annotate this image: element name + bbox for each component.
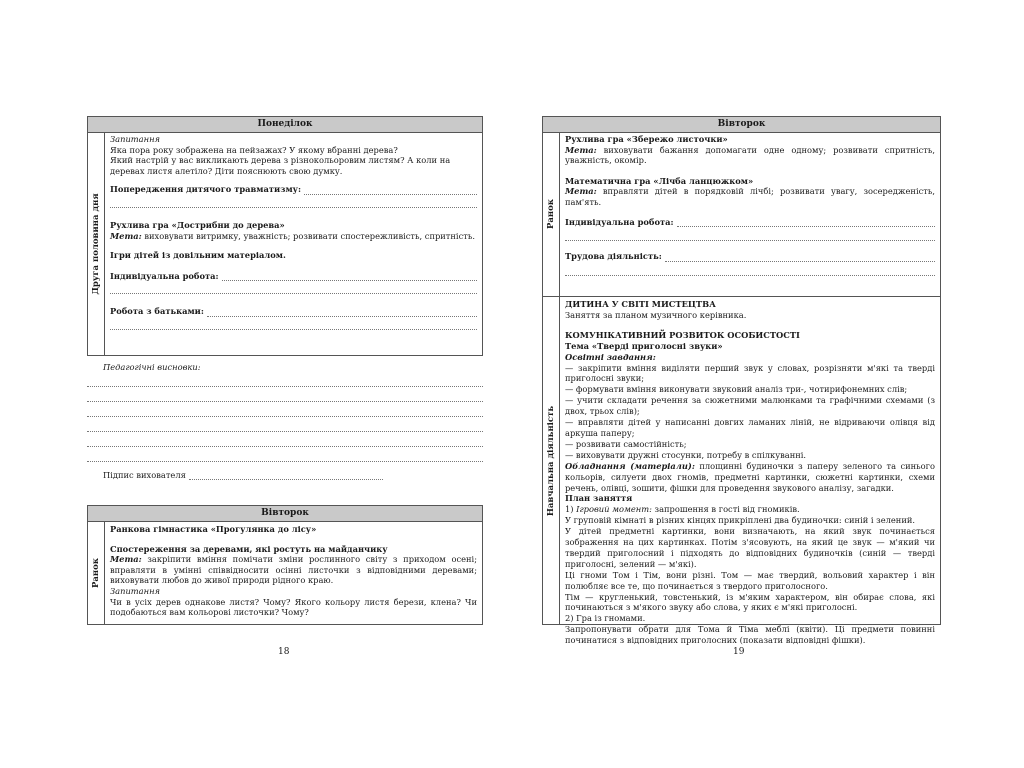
- conclusions-block: [87, 362, 483, 480]
- paragraph: Ці гноми Том і Тім, вони різні. Том — має твердий, вольовий характер і він полюбляє все те, що починається з твердого приголосного.: [565, 569, 935, 591]
- topic: Тема «Тверді приголосні звуки»: [565, 340, 723, 351]
- task-item: — вправляти дітей у написанні довгих ламаних ліній, не відриваючи олівця від аркуша паперу;: [565, 417, 935, 438]
- blank-line: [565, 227, 935, 241]
- observation-title: Спостереження за деревами, які ростуть на майданчику: [110, 543, 388, 554]
- game1-goal: Мета: виховувати бажання допомагати одне одному; розвивати спритність, уважність, окомір.: [565, 144, 935, 166]
- step1: 1) Ігровий момент: запрошення в гості від гномиків.: [565, 504, 800, 515]
- game-goal: Мета: виховувати витримку, уважність; розвивати спостережливість, спритність.: [110, 230, 475, 241]
- monday-header: Понеділок: [88, 117, 482, 133]
- task-item: — розвивати самостійність;: [565, 438, 687, 449]
- task-item: — учити складати речення за сюжетними малюнками та графічними схемами (з двох, трьох слів);: [565, 395, 935, 417]
- observation-goal: Мета: закріпити вміння помічати зміни рослинного світу з приходом осені; вправляти в умінні співвідносити осінні листочки з відповідними деревами; виховувати любов до живої природи рідного краю.: [110, 554, 477, 586]
- blank-line: [110, 281, 477, 294]
- conclusions-label: Педагогічні висновки:: [103, 362, 201, 372]
- task-item: — формувати вміння виконувати звуковий аналіз три-, чотирифонемних слів;: [565, 384, 908, 395]
- monday-side-label: Друга половина дня: [88, 132, 105, 355]
- plan-title: План заняття: [565, 493, 633, 504]
- paragraph: У дітей предметні картинки, вони визначають, на який звук починається зображення на цих картинках. Потім з'ясовують, на який це звук — м'який чи твердий приголосний і підходять до відповідних будиночків (синій — тверді приголосні, зелений — м'які).: [565, 526, 935, 569]
- blank-line: [87, 387, 483, 402]
- section-divider: [543, 296, 940, 297]
- injury-prevention-field: Попередження дитячого травматизму:: [110, 184, 477, 195]
- tuesday-left-content: [105, 523, 482, 624]
- paragraph: У груповій кімнаті в різних кінцях прикріплені два будиночки: синій і зелений.: [565, 515, 916, 526]
- gymnastics: Ранкова гімнастика «Прогулянка до лісу»: [110, 524, 317, 534]
- blank-line: [87, 372, 483, 387]
- comm-title: КОМУНІКАТИВНИЙ РОЗВИТОК ОСОБИСТОСТІ: [565, 329, 800, 340]
- lesson-content: [560, 298, 940, 646]
- art-text: Заняття за планом музичного керівника.: [565, 309, 747, 320]
- monday-content: [105, 133, 482, 355]
- monday-table: [87, 116, 483, 356]
- tuesday-left-table: [87, 505, 483, 625]
- question-line: Яка пора року зображена на пейзажах? У якому вбранні дерева?: [110, 144, 398, 155]
- paragraph: Запропонувати обрати для Тома й Тіма меблі (квіти). Ці предмети повинні починатися з відповідних приголосних (показати відповідні фішки).: [565, 624, 935, 646]
- equipment: Обладнання (матеріали): площинні будиночки з паперу зеленого та синього кольорів, силуети двох гномів, предметні картинки, сюжетні картинки, схеми речень, олівці, зошити, фішки для проведення звукового аналізу, загадки.: [565, 460, 936, 493]
- questions-text: Чи в усіх дерев однакове листя? Чому? Якого кольору листя берези, клена? Чи подобаються вам кольорові листочки? Чому?: [110, 596, 477, 618]
- right-individual-work-field: Індивідуальна робота:: [565, 217, 935, 228]
- tuesday-right-table: [542, 116, 941, 646]
- game-title: Рухлива гра «Дострибни до дерева»: [110, 219, 285, 230]
- task-item: — закріпити вміння виділяти перший звук у словах, розрізняти м'які та тверді приголосні звуки;: [565, 362, 935, 384]
- morning-content: [560, 133, 940, 296]
- paragraph: Тім — кругленький, товстенький, із м'яким характером, він обирає слова, які починаються з м'якого звуку або слова, у яких є м'які приголосні.: [565, 591, 935, 613]
- task-item: — виховувати дружні стосунки, потребу в спілкуванні.: [565, 449, 807, 460]
- lesson-side-label: Навчальна діяльність: [543, 297, 560, 624]
- blank-line: [110, 195, 477, 208]
- tuesday-right-header: Вівторок: [543, 117, 940, 133]
- questions-label: Запитання: [110, 585, 161, 596]
- blank-line: [565, 262, 935, 276]
- page-number-left: 18: [278, 647, 290, 657]
- blank-line: [87, 432, 483, 447]
- page-number-right: 19: [733, 647, 745, 657]
- morning-side-label: Ранок: [543, 132, 560, 296]
- signature-field: Підпис вихователя: [87, 470, 383, 480]
- free-play: Ігри дітей із довільним матеріалом.: [110, 250, 286, 261]
- tuesday-left-header: Вівторок: [88, 506, 482, 522]
- tasks-label: Освітні завдання:: [565, 351, 656, 362]
- individual-work-field: Індивідуальна робота:: [110, 271, 477, 282]
- blank-line: [87, 417, 483, 432]
- question-line: Який настрій у вас викликають дерева з різнокольоровим листям? А коли на деревах листя алетіло? Діти пояснюють свою думку.: [110, 155, 451, 176]
- art-title: ДИТИНА У СВІТІ МИСТЕЦТВА: [565, 299, 716, 309]
- blank-line: [87, 402, 483, 417]
- game1-title: Рухлива гра «Збережо листочки»: [565, 134, 728, 144]
- tuesday-left-side-label: Ранок: [88, 521, 105, 624]
- blank-line: [87, 447, 483, 462]
- game2-title: Математична гра «Лічба ланцюжком»: [565, 175, 754, 186]
- questions-label: Запитання: [110, 134, 161, 144]
- parents-work-field: Робота з батьками:: [110, 306, 477, 317]
- game2-goal: Мета: вправляти дітей в порядковій лічбі; розвивати увагу, зосередженість, пам'ять.: [565, 186, 935, 207]
- blank-line: [110, 317, 477, 330]
- step2: 2) Гра із гномами.: [565, 613, 646, 624]
- labor-field: Трудова діяльність:: [565, 251, 935, 262]
